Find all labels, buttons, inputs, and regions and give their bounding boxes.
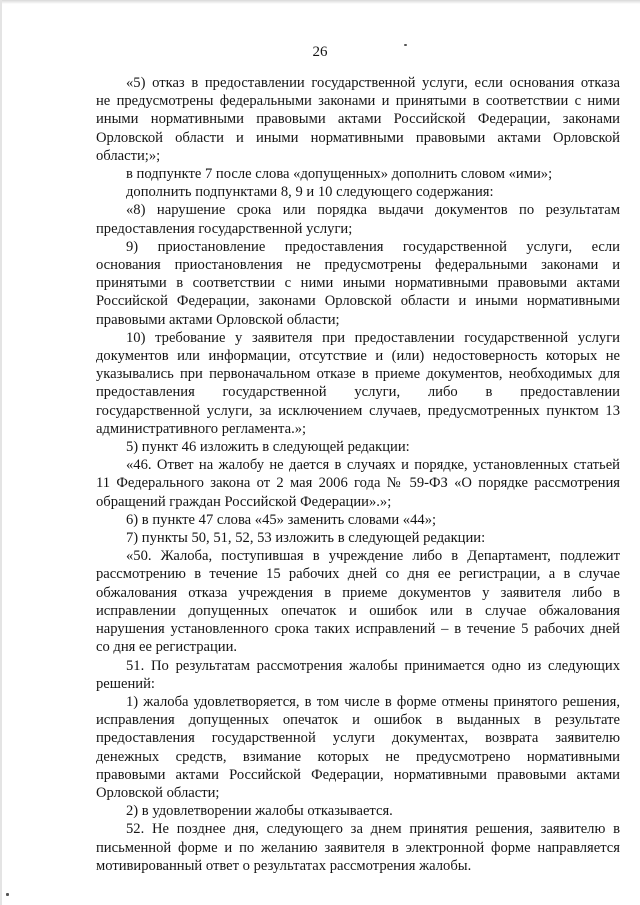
text-line: правовыми актами Российской Федерации, нормативными правовыми актами	[96, 766, 620, 783]
text-line: административного регламента.»;	[96, 420, 307, 437]
text-line: Российской Федерации, законами Орловской области и иными нормативными	[96, 293, 620, 310]
text-line: «5) отказ в предоставлении государственной услуги, если основания отказа	[126, 75, 620, 91]
text-line: 10) требование у заявителя при предоставлении государственной услуги	[126, 329, 620, 346]
text-line: исправления допущенных опечаток и ошибок в выданных в результате	[96, 712, 620, 729]
text-line: «46. Ответ на жалобу не дается в случаях и порядке, установленных статьей	[126, 457, 620, 474]
text-line: решений:	[96, 675, 155, 692]
text-line: предоставления государственной услуги документах, возврата заявителю	[96, 730, 620, 747]
text-line: государственной услуги, за исключением случаев, предусмотренных пунктом 13	[96, 402, 620, 419]
text-line: 52. Не позднее дня, следующего за днем принятия решения, заявителю в	[126, 821, 620, 838]
text-line: дополнить подпунктами 8, 9 и 10 следующего содержания:	[126, 184, 494, 201]
text-line: мотивированный ответ о результатах рассмотрения жалобы.	[96, 857, 472, 874]
text-line: исправлении допущенных опечаток и ошибок или в случае обжалования	[96, 602, 620, 619]
text-line: 6) в пункте 47 слова «45» заменить словами «44»;	[126, 511, 437, 528]
text-line: письменной форме и по желанию заявителя в электронной форме направляется	[96, 839, 620, 856]
text-line: правовыми актами Орловской области;	[96, 311, 340, 328]
text-line: 1) жалоба удовлетворяется, в том числе в форме отмены принятого решения,	[126, 693, 620, 710]
text-line: 2) в удовлетворении жалобы отказывается.	[126, 803, 393, 820]
text-line: Орловской области;	[96, 784, 220, 801]
text-line: денежных средств, взимание которых не предусмотрено нормативными	[96, 748, 620, 765]
text-line: 11 Федерального закона от 2 мая 2006 года № 59-ФЗ «О порядке рассмотрения	[96, 475, 620, 492]
document-body	[96, 74, 620, 875]
text-line: основания приостановления не предусмотрены федеральными законами и	[96, 257, 620, 274]
page-number: 26	[312, 44, 328, 60]
text-line: обращений граждан Российской Федерации».»;	[96, 493, 392, 510]
text-line: принятыми в соответствии с ними иными нормативными правовыми актами	[96, 275, 620, 292]
text-line: предоставления государственной услуги;	[96, 220, 353, 237]
text-line: предоставления государственной услуги, либо в предоставлении	[96, 384, 620, 401]
text-line: не предусмотрены федеральными законами и принятыми в соответствии с ними	[96, 93, 620, 110]
text-line: документов или информации, отсутствие и (или) недостоверность которых не	[96, 348, 620, 365]
text-line: указывались при первоначальном отказе в приеме документов, необходимых для	[96, 366, 620, 383]
text-line: 5) пункт 46 изложить в следующей редакции:	[126, 439, 410, 456]
text-line: 7) пункты 50, 51, 52, 53 изложить в следующей редакции:	[126, 530, 486, 547]
text-line: рассмотрению в течение 15 рабочих дней со дня ее регистрации, а в случае	[96, 566, 620, 583]
text-line: иными нормативными правовыми актами Российской Федерации, законами	[96, 111, 620, 128]
text-line: 9) приостановление предоставления государственной услуги, если	[126, 238, 620, 255]
text-line: 51. По результатам рассмотрения жалобы принимается одно из следующих	[126, 657, 620, 674]
text-line: Орловской области и иными нормативными правовыми актами Орловской	[96, 129, 620, 146]
text-line: «50. Жалоба, поступившая в учреждение либо в Департамент, подлежит	[126, 548, 620, 565]
text-line: обжалования отказа учреждения в приеме документов у заявителя либо в	[96, 584, 620, 601]
text-line: со дня ее регистрации.	[96, 639, 238, 656]
text-line: в подпункте 7 после слова «допущенных» дополнить словом «ими»;	[126, 166, 553, 183]
text-line: области;»;	[96, 147, 161, 164]
scan-speck	[6, 893, 9, 896]
scan-shadow-top	[0, 0, 640, 4]
text-line: «8) нарушение срока или порядка выдачи документов по результатам	[126, 202, 620, 219]
text-line: нарушения установленного срока таких исправлений – в течение 5 рабочих дней	[96, 621, 620, 638]
scan-shadow-left	[0, 0, 2, 905]
